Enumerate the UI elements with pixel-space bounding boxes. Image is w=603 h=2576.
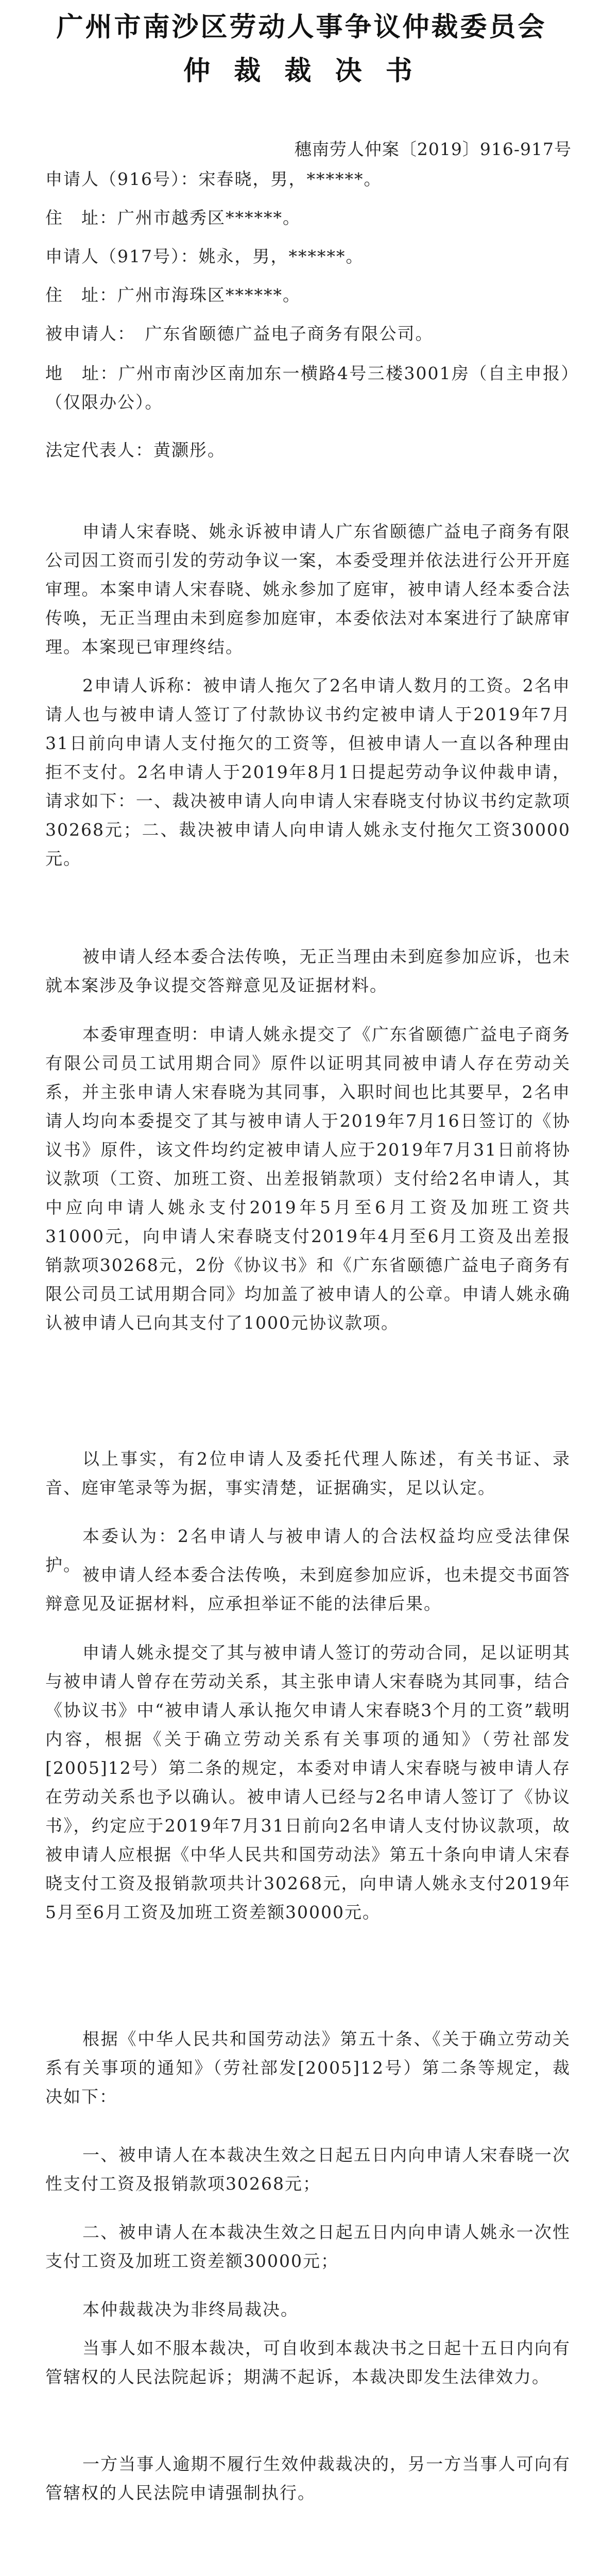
- ruling-item: 二、被申请人在本裁决生效之日起五日内向申请人姚永一次性支付工资及加班工资差额30000元；: [45, 2222, 571, 2271]
- body-paragraph: 申请人姚永提交了其与被申请人签订的劳动合同，足以证明其与被申请人曾存在劳动关系，其主张申请人宋春晓为其同事，结合《协议书》中“被申请人承认拖欠申请人宋春晓3个月的工资”载明内容，根据《关于确立劳动关系有关事项的通知》（劳社部发[2005]12号）第二条的规定，本委对申请人宋春晓与被申请人存在劳动关系也予以确认。被申请人已经与2名申请人签订了《协议书》，约定应于2019年7月31日前向2名申请人支付协议款项，故被申请人应根据《中华人民共和国劳动法》第五十条向申请人宋春晓支付工资及报销款项共计30268元，向申请人姚永支付2019年5月至6月工资及加班工资差额30000元。: [45, 1642, 571, 1922]
- ruling-item: 一、被申请人在本裁决生效之日起五日内向申请人宋春晓一次性支付工资及报销款项30268元；: [45, 2145, 571, 2194]
- body-paragraph: 本委审理查明：申请人姚永提交了《广东省颐德广益电子商务有限公司员工试用期合同》原件以证明其同被申请人存在劳动关系，并主张申请人宋春晓为其同事，入职时间也比其要早，2名申请人均向本委提交了其与被申请人于2019年7月16日签订的《协议书》原件，该文件均约定被申请人应于2019年7月31日前将协议款项（工资、加班工资、出差报销款项）支付给2名申请人，其中应向申请人姚永支付2019年5月至6月工资及加班工资共31000元，向申请人宋春晓支付2019年4月至6月工资及出差报销款项30268元，2份《协议书》和《广东省颐德广益电子商务有限公司员工试用期合同》均加盖了被申请人的公章。申请人姚永确认被申请人已向其支付了1000元协议款项。: [45, 1024, 571, 1333]
- document-title: 仲 裁 裁 决 书: [183, 56, 420, 87]
- case-number: 穗南劳人仲案〔2019〕916-917号: [294, 139, 572, 159]
- party-respondent: 被申请人： 广东省颐德广益电子商务有限公司。: [45, 324, 434, 344]
- body-paragraph: 2申请人诉称：被申请人拖欠了2名申请人数月的工资。2名申请人也与被申请人签订了付款协议书约定被申请人于2019年7月31日前向申请人支付拖欠的工资等，但被申请人一直以各种理由拒不支付。2名申请人于2019年8月1日提起劳动争议仲裁申请，请求如下：一、裁决被申请人向申请人宋春晓支付协议书约定款项30268元；二、裁决被申请人向申请人姚永支付拖欠工资30000元。: [45, 675, 571, 869]
- party-address-917: 住 址：广州市海珠区******。: [45, 285, 301, 305]
- body-paragraph: 申请人宋春晓、姚永诉被申请人广东省颐德广益电子商务有限公司因工资而引发的劳动争议一案，本委受理并依法进行公开开庭审理。本案申请人宋春晓、姚永参加了庭审，被申请人经本委合法传唤，无正当理由未到庭参加庭审，本委依法对本案进行了缺席审理。本案现已审理终结。: [45, 521, 571, 657]
- party-address-916: 住 址：广州市越秀区******。: [45, 208, 301, 228]
- body-paragraph: 一方当事人逾期不履行生效仲裁裁决的，另一方当事人可向有管辖权的人民法院申请强制执行。: [45, 2454, 571, 2503]
- party-legal-representative: 法定代表人：黄灏彤。: [45, 440, 226, 460]
- body-paragraph: 当事人如不服本裁决，可自收到本裁决书之日起十五日内向有管辖权的人民法院起诉；期满不起诉，本裁决即发生法律效力。: [45, 2338, 571, 2387]
- org-title: 广州市南沙区劳动人事争议仲裁委员会: [56, 12, 547, 43]
- party-respondent-address: 地 址：广州市南沙区南加东一横路4号三楼3001房（自主申报）（仅限办公）。: [45, 363, 571, 412]
- party-applicant-916: 申请人（916号）：宋春晓，男，******。: [45, 169, 382, 189]
- body-paragraph: 被申请人经本委合法传唤，无正当理由未到庭参加应诉，也未就本案涉及争议提交答辩意见及证据材料。: [45, 946, 571, 995]
- body-paragraph: 根据《中华人民共和国劳动法》第五十条、《关于确立劳动关系有关事项的通知》（劳社部发[2005]12号）第二条等规定，裁决如下：: [45, 2029, 571, 2107]
- party-applicant-917: 申请人（917号）：姚永，男，******。: [45, 246, 364, 266]
- body-paragraph: 本仲裁裁决为非终局裁决。: [82, 2299, 299, 2319]
- body-paragraph: 以上事实，有2位申请人及委托代理人陈述，有关书证、录音、庭审笔录等为据，事实清楚，证据确实，足以认定。: [45, 1449, 571, 1498]
- body-paragraph: 被申请人经本委合法传唤，未到庭参加应诉，也未提交书面答辩意见及证据材料，应承担举证不能的法律后果。: [45, 1565, 571, 1614]
- body-paragraph: 本委认为：2名申请人与被申请人的合法权益均应受法律保护。: [45, 1526, 571, 1575]
